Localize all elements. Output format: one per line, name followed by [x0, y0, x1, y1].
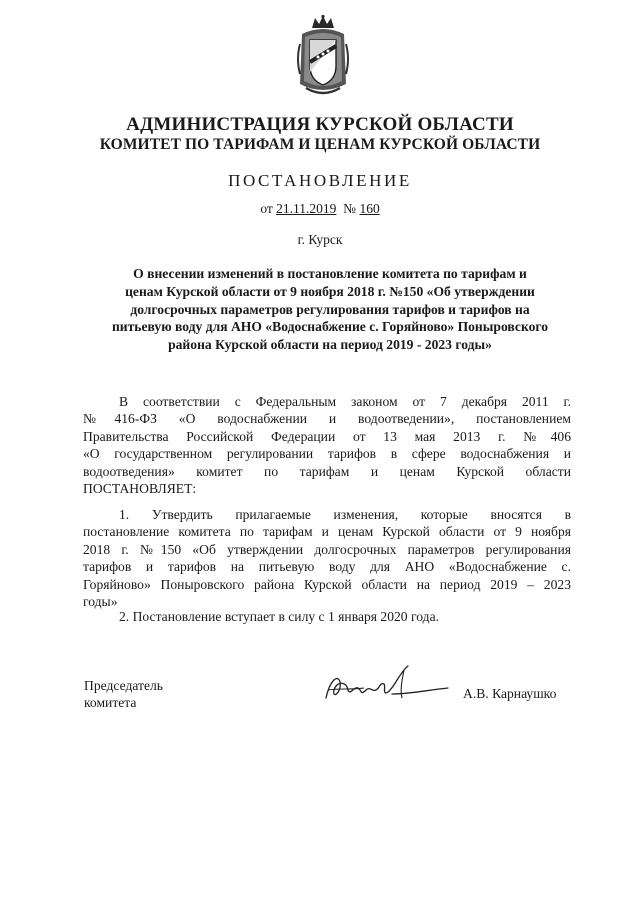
handwritten-signature — [320, 660, 455, 708]
city: г. Курск — [297, 232, 343, 247]
title-line: ценам Курской области от 9 ноября 2018 г. №150 «Об утверждении — [125, 283, 535, 299]
date-prefix: от — [260, 201, 273, 216]
text-line: годы» — [83, 594, 118, 610]
coat-of-arms-icon — [296, 14, 350, 98]
org-line-committee: КОМИТЕТ ПО ТАРИФАМ И ЦЕНАМ КУРСКОЙ ОБЛАСТИ — [99, 136, 541, 153]
signer-position-line: комитета — [84, 695, 137, 711]
text-line: Горяйново» Поныровского района Курской области на период 2019 – 2023 — [83, 576, 571, 592]
signer-name: А.В. Карнаушко — [463, 686, 557, 701]
text-line: 1. Утвердить прилагаемые изменения, которые вносятся в — [119, 507, 571, 522]
document-type: ПОСТАНОВЛЕНИЕ — [228, 171, 412, 190]
text-line: водоотведения» комитет по тарифам и ценам Курской области — [83, 463, 571, 479]
title-line: долгосрочных параметров регулирования тарифов и тарифов на — [130, 301, 530, 317]
title-line: питьевую воду для АНО «Водоснабжение с. Горяйново» Поныровского — [111, 319, 549, 335]
document-title — [95, 265, 565, 354]
text-line: 2. Постановление вступает в силу с 1 января 2020 года. — [119, 609, 439, 624]
preamble-paragraph — [83, 393, 571, 497]
date-number-line — [0, 201, 640, 217]
text-line: 2018 г. №150 «Об утверждении долгосрочных параметров регулирования — [83, 541, 571, 557]
text-line: постановление комитета по тарифам и ценам Курской области от 9 ноября — [83, 524, 571, 540]
text-line: ПОСТАНОВЛЯЕТ: — [83, 481, 197, 497]
text-line: «О государственном регулировании тарифов в сфере водоснабжения и — [83, 446, 571, 462]
org-line-administration: АДМИНИСТРАЦИЯ КУРСКОЙ ОБЛАСТИ — [126, 114, 514, 135]
number-prefix: № — [343, 201, 357, 216]
text-line: Правительства Российской Федерации от 13 мая 2013 г. №406 — [83, 428, 571, 444]
text-line: тарифов и тарифов на питьевую воду для АНО «Водоснабжение с. — [83, 559, 571, 575]
title-line: района Курской области на период 2019 - 2023 годы» — [168, 337, 492, 353]
signer-position — [84, 677, 163, 712]
item-1-paragraph — [83, 506, 571, 610]
document-date: 21.11.2019 — [276, 201, 337, 216]
title-line: О внесении изменений в постановление комитета по тарифам и — [133, 266, 527, 281]
text-line: В соответствии с Федеральным законом от 7 декабря 2011 г. — [119, 394, 571, 409]
item-2-paragraph — [83, 608, 571, 625]
text-line: №416-ФЗ «О водоснабжении и водоотведении», постановлением — [83, 411, 571, 427]
signer-position-line: Председатель — [84, 678, 163, 693]
document-number: 160 — [359, 201, 380, 216]
